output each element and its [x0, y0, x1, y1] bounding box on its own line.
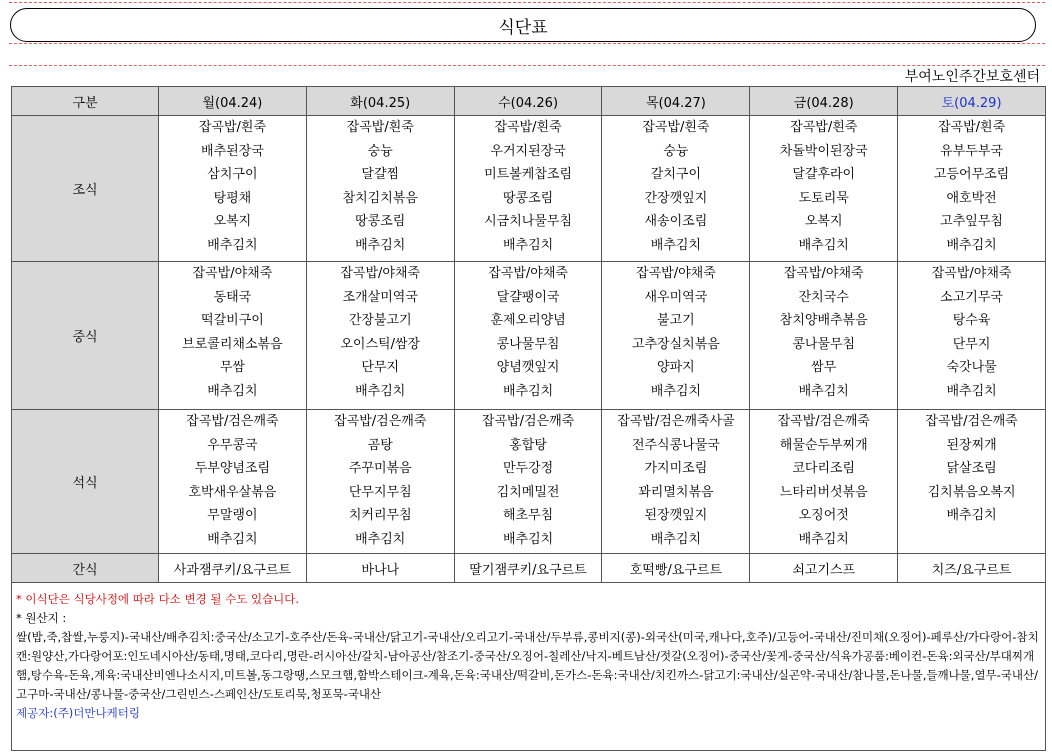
menu-item: 콩나물무침	[792, 336, 856, 352]
menu-item: 잡곡밥/흰죽	[198, 120, 266, 135]
menu-item: 애호박전	[946, 190, 997, 206]
origin-label: * 원산지 :	[16, 611, 67, 625]
menu-item: 배추김치	[798, 237, 849, 253]
menu-item: 숙갓나물	[946, 360, 997, 375]
menu-item: 만두강정	[502, 461, 554, 476]
menu-item: 배추된장국	[201, 143, 264, 159]
meal-row	[12, 116, 1046, 262]
menu-item: 배추김치	[355, 531, 406, 547]
menu-item: 삼치구이	[207, 167, 258, 182]
meal-cell	[454, 262, 602, 410]
menu-item: 홍합탕	[509, 437, 547, 453]
menu-item: 배추김치	[355, 383, 406, 399]
meal-cell	[159, 410, 307, 554]
menu-item: 탕평채	[213, 190, 252, 206]
meal-cell	[306, 116, 454, 262]
menu-item: 배추김치	[650, 383, 702, 399]
menu-item: 새송이조림	[644, 214, 708, 229]
snack-cell: 쇠고기스프	[750, 554, 898, 583]
menu-item: 우거지된장국	[490, 143, 566, 159]
menu-item: 주꾸미볶음	[348, 461, 412, 476]
menu-item: 된장깻잎지	[644, 508, 708, 523]
menu-item: 잡곡밥/검은깨죽	[334, 414, 427, 429]
row-label-snack: 간식	[12, 554, 159, 583]
menu-item: 양념깻잎지	[496, 360, 560, 375]
menu-item: 우무콩국	[207, 437, 258, 453]
menu-item: 숭늉	[367, 143, 393, 159]
menu-item: 쌈무	[811, 360, 837, 375]
meal-cell	[602, 116, 750, 262]
menu-item: 느타리버섯볶음	[779, 484, 868, 500]
menu-item: 콩나물무침	[496, 336, 560, 352]
menu-item: 닭살조림	[946, 461, 997, 476]
menu-item: 꽈리멸치볶음	[638, 484, 714, 500]
menu-item: 참치김치볶음	[342, 190, 418, 206]
menu-item: 잡곡밥/흰죽	[790, 120, 858, 135]
header-day-sat: 토(04.29)	[898, 87, 1046, 116]
menu-item: 잡곡밥/검은깨죽	[481, 414, 575, 429]
menu-item: 배추김치	[650, 237, 702, 253]
meal-cell	[898, 262, 1046, 410]
menu-item: 단무지무침	[348, 484, 412, 500]
menu-item: 조개살미역국	[342, 289, 418, 305]
menu-item: 배추김치	[946, 237, 997, 253]
notes-section	[11, 580, 1046, 751]
row-label: 조식	[12, 116, 159, 262]
menu-item: 무말랭이	[207, 508, 258, 523]
meal-cell	[750, 116, 898, 262]
meal-cell	[602, 410, 750, 554]
snack-cell: 바나나	[306, 554, 454, 583]
header-day-mon: 월(04.24)	[159, 87, 307, 116]
menu-item: 배추김치	[355, 237, 406, 253]
facility-name: 부여노인주간보호센터	[904, 69, 1040, 85]
snack-row	[12, 554, 1046, 583]
meal-cell	[159, 262, 307, 410]
menu-item: 잡곡밥/검은깨죽	[186, 414, 279, 429]
menu-item: 갈치구이	[650, 167, 702, 182]
menu-item: 차돌박이된장국	[779, 143, 868, 159]
origin-text: 쌀(밥,죽,찹쌀,누룽지)-국내산/배추김치:중국산/소고기-호주산/돈육-국내산/닭고기-국내산/오리고기-국내산/두부류,콩비지(콩)-외국산(미국,캐나다,호주)/고등어-국내산/진미채(오징어)-페루산/가다랑어-참치캔:원양산,가다랑어포:인도네시아산/동태,명태,코다리,명란-러시아산/갈치-남아공산/참조기-중국산/오징어-칠레산/낙지-베트남산/젓갈(오징어)-중국산/꽃게-중국산/식육가공품:베이컨-돈육:외국산/부대찌개햄,탕수육-돈육,계육:국내산비엔나소시지,미트볼,동그랑땡,스모크햄,함박스테이크-계육,돈육:국내산/떡갈비,돈가스-돈육:국내산/치킨까스-닭고기:국내산/실곤약-국내산/참나물,돈나물,들깨나물,열무-국내산/고구마-국내산/콩나물-중국산/그린빈스-스페인산/도토리묵,청포묵-국내산	[16, 630, 1039, 701]
header-day-fri: 금(04.28)	[750, 87, 898, 116]
menu-item: 호박새우살볶음	[188, 484, 277, 500]
menu-item: 오복지	[213, 214, 252, 229]
menu-item: 소고기무국	[940, 289, 1003, 305]
menu-item: 유부두부국	[940, 143, 1003, 159]
menu-item: 단무지	[952, 336, 991, 352]
menu-item: 잡곡밥/흰죽	[494, 120, 562, 135]
menu-item: 떡갈비구이	[201, 313, 264, 328]
header-day-wed: 수(04.26)	[454, 87, 602, 116]
menu-item: 두부양념조림	[194, 461, 271, 476]
header-day-tue: 화(04.25)	[306, 87, 454, 116]
menu-item: 잡곡밥/야채죽	[636, 266, 716, 281]
menu-item: 배추김치	[502, 531, 554, 547]
menu-item: 오이스틱/쌈장	[340, 336, 421, 352]
meal-table	[11, 86, 1046, 583]
menu-item: 미트볼케찹조림	[484, 167, 573, 182]
provider-text: 제공자:(주)더만나케터링	[16, 706, 140, 720]
divider	[9, 65, 1045, 66]
menu-item: 된장찌개	[946, 437, 997, 453]
menu-item: 동태국	[213, 289, 252, 305]
menu-item: 잡곡밥/야채죽	[931, 266, 1012, 281]
menu-item: 브로콜리채소볶음	[182, 336, 283, 352]
meal-row	[12, 262, 1046, 410]
menu-item: 치커리무침	[348, 508, 412, 523]
meal-cell	[306, 410, 454, 554]
menu-item: 달걀팽이국	[496, 289, 560, 305]
menu-item: 배추김치	[207, 531, 258, 547]
menu-item: 배추김치	[502, 383, 554, 399]
menu-item: 곰탕	[367, 437, 393, 453]
menu-item: 배추김치	[207, 237, 258, 253]
header-day-thu: 목(04.27)	[602, 87, 750, 116]
menu-item: 고추잎무침	[940, 214, 1003, 229]
meal-cell	[602, 262, 750, 410]
menu-item: 시금치나물무침	[484, 214, 573, 229]
menu-item: 김치볶음오복지	[927, 484, 1016, 500]
menu-item: 달걀후라이	[792, 167, 856, 182]
menu-item: 잡곡밥/흰죽	[346, 120, 414, 135]
menu-item: 고등어무조림	[933, 167, 1010, 182]
menu-item: 간장불고기	[348, 313, 412, 328]
menu-item: 오복지	[804, 214, 843, 229]
menu-item: 도토리묵	[798, 190, 849, 206]
menu-item: 배추김치	[798, 383, 849, 399]
menu-item: 전주식콩나물국	[631, 437, 720, 453]
meal-cell	[750, 410, 898, 554]
menu-item: 불고기	[657, 313, 695, 328]
menu-item: 잡곡밥/야채죽	[783, 266, 864, 281]
menu-item: 탕수육	[952, 313, 991, 328]
menu-item: 잡곡밥/흰죽	[642, 120, 710, 135]
menu-item: 숭늉	[663, 143, 689, 159]
menu-item: 배추김치	[650, 531, 702, 547]
meal-cell	[159, 116, 307, 262]
menu-item: 김치메밀전	[496, 484, 560, 500]
meal-row	[12, 410, 1046, 554]
menu-item: 배추김치	[798, 531, 849, 547]
menu-item: 배추김치	[946, 383, 997, 399]
menu-item: 오징어젓	[798, 508, 849, 523]
menu-item: 배추김치	[946, 508, 997, 523]
snack-cell: 호떡빵/요구르트	[602, 554, 750, 583]
page-title: 식단표	[10, 8, 1036, 42]
menu-item: 훈제오리양념	[490, 313, 566, 328]
snack-cell: 치즈/요구르트	[898, 554, 1046, 583]
menu-item: 해초무침	[502, 508, 554, 523]
menu-item: 배추김치	[502, 237, 554, 253]
meal-cell	[454, 410, 602, 554]
meal-cell	[898, 116, 1046, 262]
menu-item: 잡곡밥/검은깨죽사골	[617, 414, 735, 429]
menu-item: 땅콩조림	[355, 214, 406, 229]
header-category: 구분	[12, 87, 159, 116]
meal-cell	[898, 410, 1046, 554]
menu-item: 잔치국수	[798, 289, 849, 305]
menu-item: 양파지	[657, 360, 695, 375]
snack-cell: 딸기잼쿠키/요구르트	[454, 554, 602, 583]
menu-item: 잡곡밥/검은깨죽	[777, 414, 870, 429]
table-header-row	[12, 87, 1046, 116]
menu-item: 달걀찜	[361, 167, 400, 182]
menu-item: 잡곡밥/야채죽	[340, 266, 421, 281]
row-label: 중식	[12, 262, 159, 410]
row-label: 석식	[12, 410, 159, 554]
menu-item: 무쌈	[219, 360, 245, 375]
meal-cell	[306, 262, 454, 410]
menu-item: 잡곡밥/야채죽	[488, 266, 568, 281]
menu-item: 배추김치	[207, 383, 258, 399]
menu-item: 간장깻잎지	[644, 190, 708, 206]
menu-item: 땅콩조림	[502, 190, 554, 206]
meal-cell	[454, 116, 602, 262]
menu-item: 새우미역국	[644, 289, 708, 305]
menu-item: 고추장실치볶음	[631, 336, 720, 352]
snack-cell: 사과잼쿠키/요구르트	[159, 554, 307, 583]
notice-text: * 이식단은 식당사정에 따라 다소 변경 될 수도 있습니다.	[16, 592, 300, 606]
menu-item: 참치양배추볶음	[779, 313, 868, 328]
meal-cell	[750, 262, 898, 410]
menu-item: 가지미조림	[644, 461, 708, 476]
menu-item: 잡곡밥/흰죽	[937, 120, 1006, 135]
menu-item: 단무지	[361, 360, 400, 375]
menu-item: 잡곡밥/검은깨죽	[925, 414, 1018, 429]
menu-item: 코다리조림	[792, 461, 856, 476]
menu-item: 잡곡밥/야채죽	[192, 266, 273, 281]
menu-item: 해물순두부찌개	[779, 437, 868, 453]
